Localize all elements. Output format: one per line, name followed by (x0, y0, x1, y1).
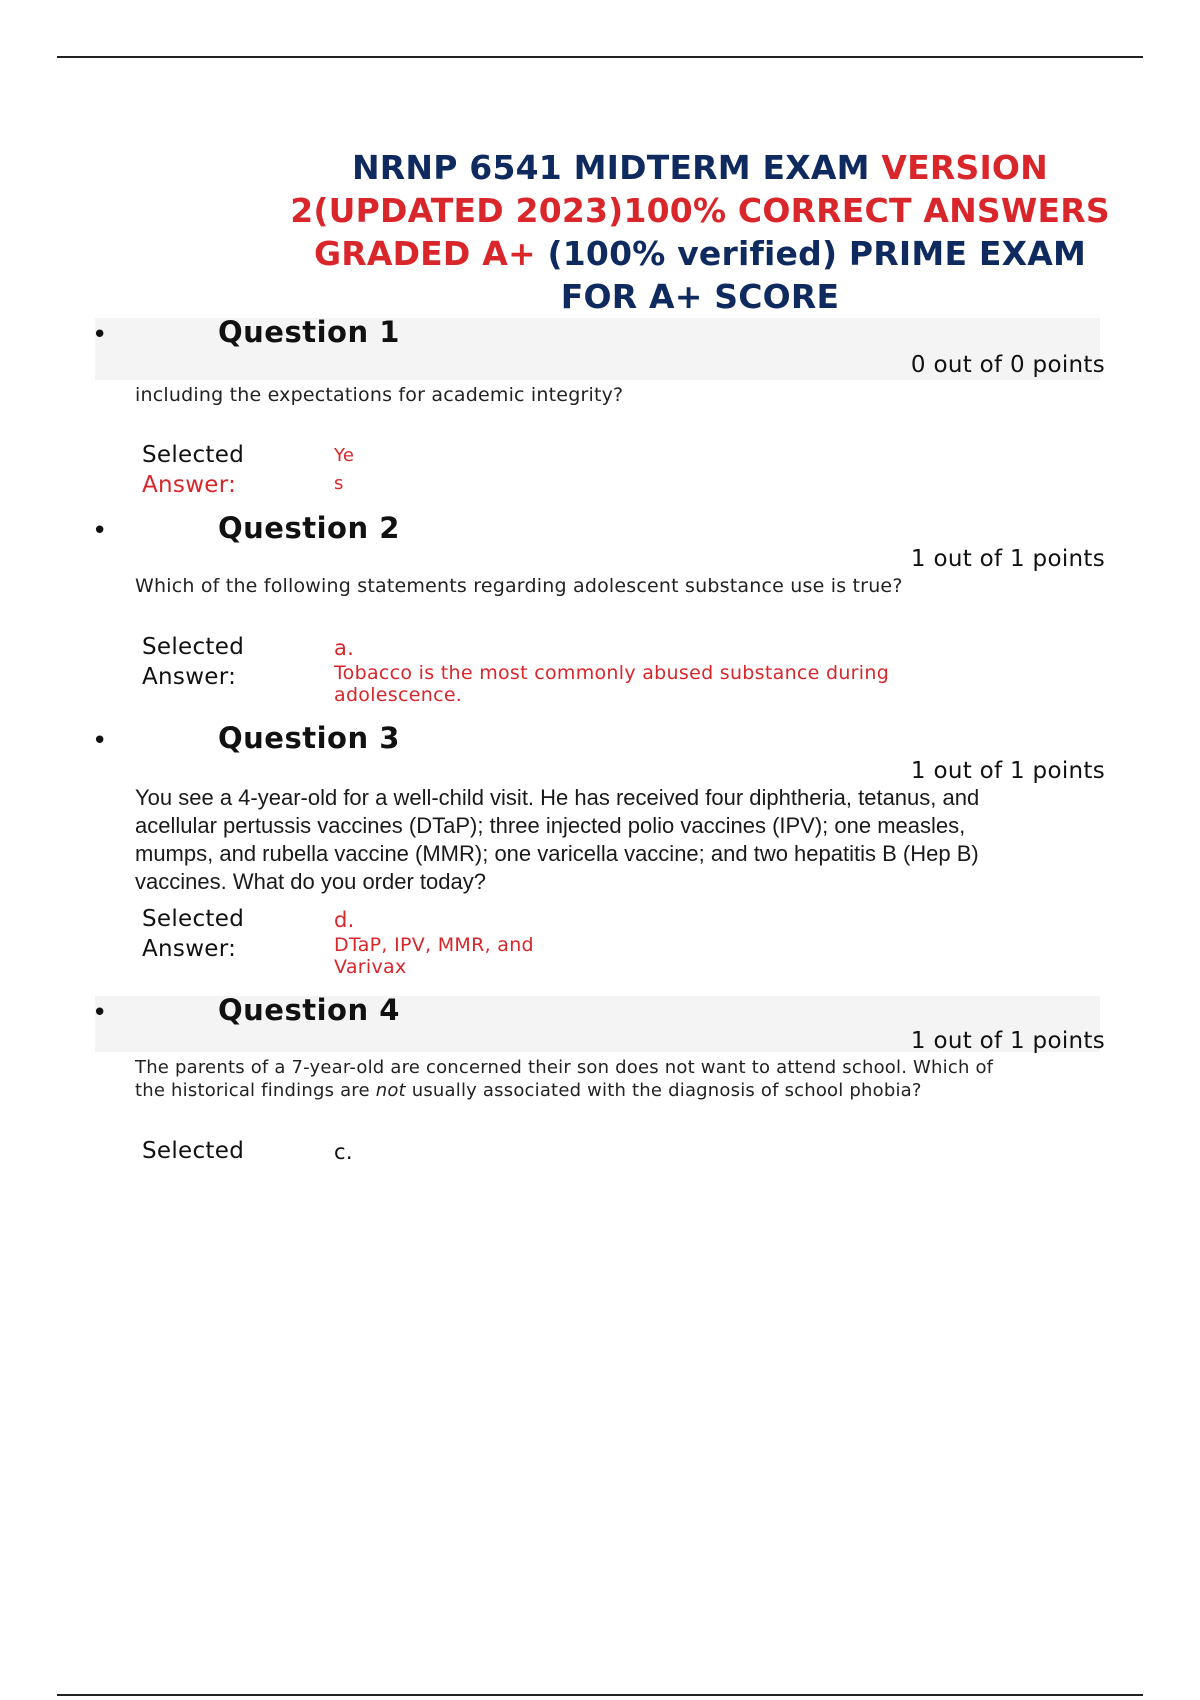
question-4-selected-answer (334, 1138, 934, 1166)
answer-letter: a. (334, 636, 355, 660)
question-4-text-before: The parents of a 7-year-old are concerned their son does not want to attend school. Which of the historical findings are (135, 1057, 994, 1101)
answer-text: DTaP, IPV, MMR, and Varivax (334, 934, 534, 978)
selected-label: Selected (142, 442, 245, 468)
question-1-points: 0 out of 0 points (910, 352, 1105, 378)
title-part-3: (100% verified) PRIME EXAM FOR A+ SCORE (535, 234, 1087, 316)
question-4-bullet: • (92, 998, 108, 1028)
question-4-answer-label (142, 1136, 244, 1166)
question-3-text: You see a 4-year-old for a well-child visit. He has received four diphtheria, tetanus, and acellular pertussis vaccines (DTaP); three injected polio vaccines (IPV); one measles, mumps, and rubella vaccine (MMR); one varicella vaccine; and two hepatitis B (Hep B) vaccines. What do you order today? (135, 785, 980, 894)
question-3-bullet: • (92, 726, 108, 756)
question-2-points: 1 out of 1 points (910, 546, 1105, 572)
question-4-text (135, 1056, 1015, 1102)
question-3-answer-label (142, 904, 244, 964)
question-2-bullet: • (92, 516, 108, 546)
title-part-2: VERSION 2(UPDATED 2023)100% CORRECT ANSWERS GRADED A+ (290, 148, 1110, 273)
top-rule (57, 56, 1143, 58)
question-1-heading: Question 1 (218, 315, 400, 349)
question-1-selected-answer (334, 442, 934, 498)
answer-text: s (334, 473, 344, 494)
selected-label: Selected (142, 906, 245, 932)
answer-letter: Ye (334, 445, 355, 466)
question-2-selected-answer (334, 634, 914, 706)
question-3-selected-answer (334, 906, 569, 978)
question-1-text: including the expectations for academic integrity? (135, 384, 624, 406)
title-part-1: NRNP 6541 MIDTERM EXAM (351, 148, 882, 187)
answer-letter: d. (334, 908, 355, 932)
question-2-heading: Question 2 (218, 511, 400, 545)
document-title (270, 146, 1130, 318)
question-3-points: 1 out of 1 points (910, 758, 1105, 784)
question-2-text: Which of the following statements regarding adolescent substance use is true? (135, 575, 903, 597)
bottom-rule (57, 1694, 1143, 1696)
question-2-answer-label (142, 632, 244, 692)
answer-label: Answer: (142, 472, 237, 498)
question-3-heading: Question 3 (218, 721, 400, 755)
question-4-text-after: usually associated with the diagnosis of school phobia? (405, 1080, 922, 1101)
question-1-bullet: • (92, 320, 108, 350)
question-4-heading: Question 4 (218, 993, 400, 1027)
answer-label: Answer: (142, 936, 237, 962)
selected-label: Selected (142, 1138, 245, 1164)
question-4-points: 1 out of 1 points (910, 1028, 1105, 1054)
selected-label: Selected (142, 634, 245, 660)
question-1-answer-label (142, 440, 244, 500)
answer-label: Answer: (142, 664, 237, 690)
answer-text: Tobacco is the most commonly abused substance during adolescence. (334, 662, 890, 706)
question-4-text-emphasis: not (375, 1080, 406, 1101)
answer-letter: c. (334, 1140, 353, 1164)
